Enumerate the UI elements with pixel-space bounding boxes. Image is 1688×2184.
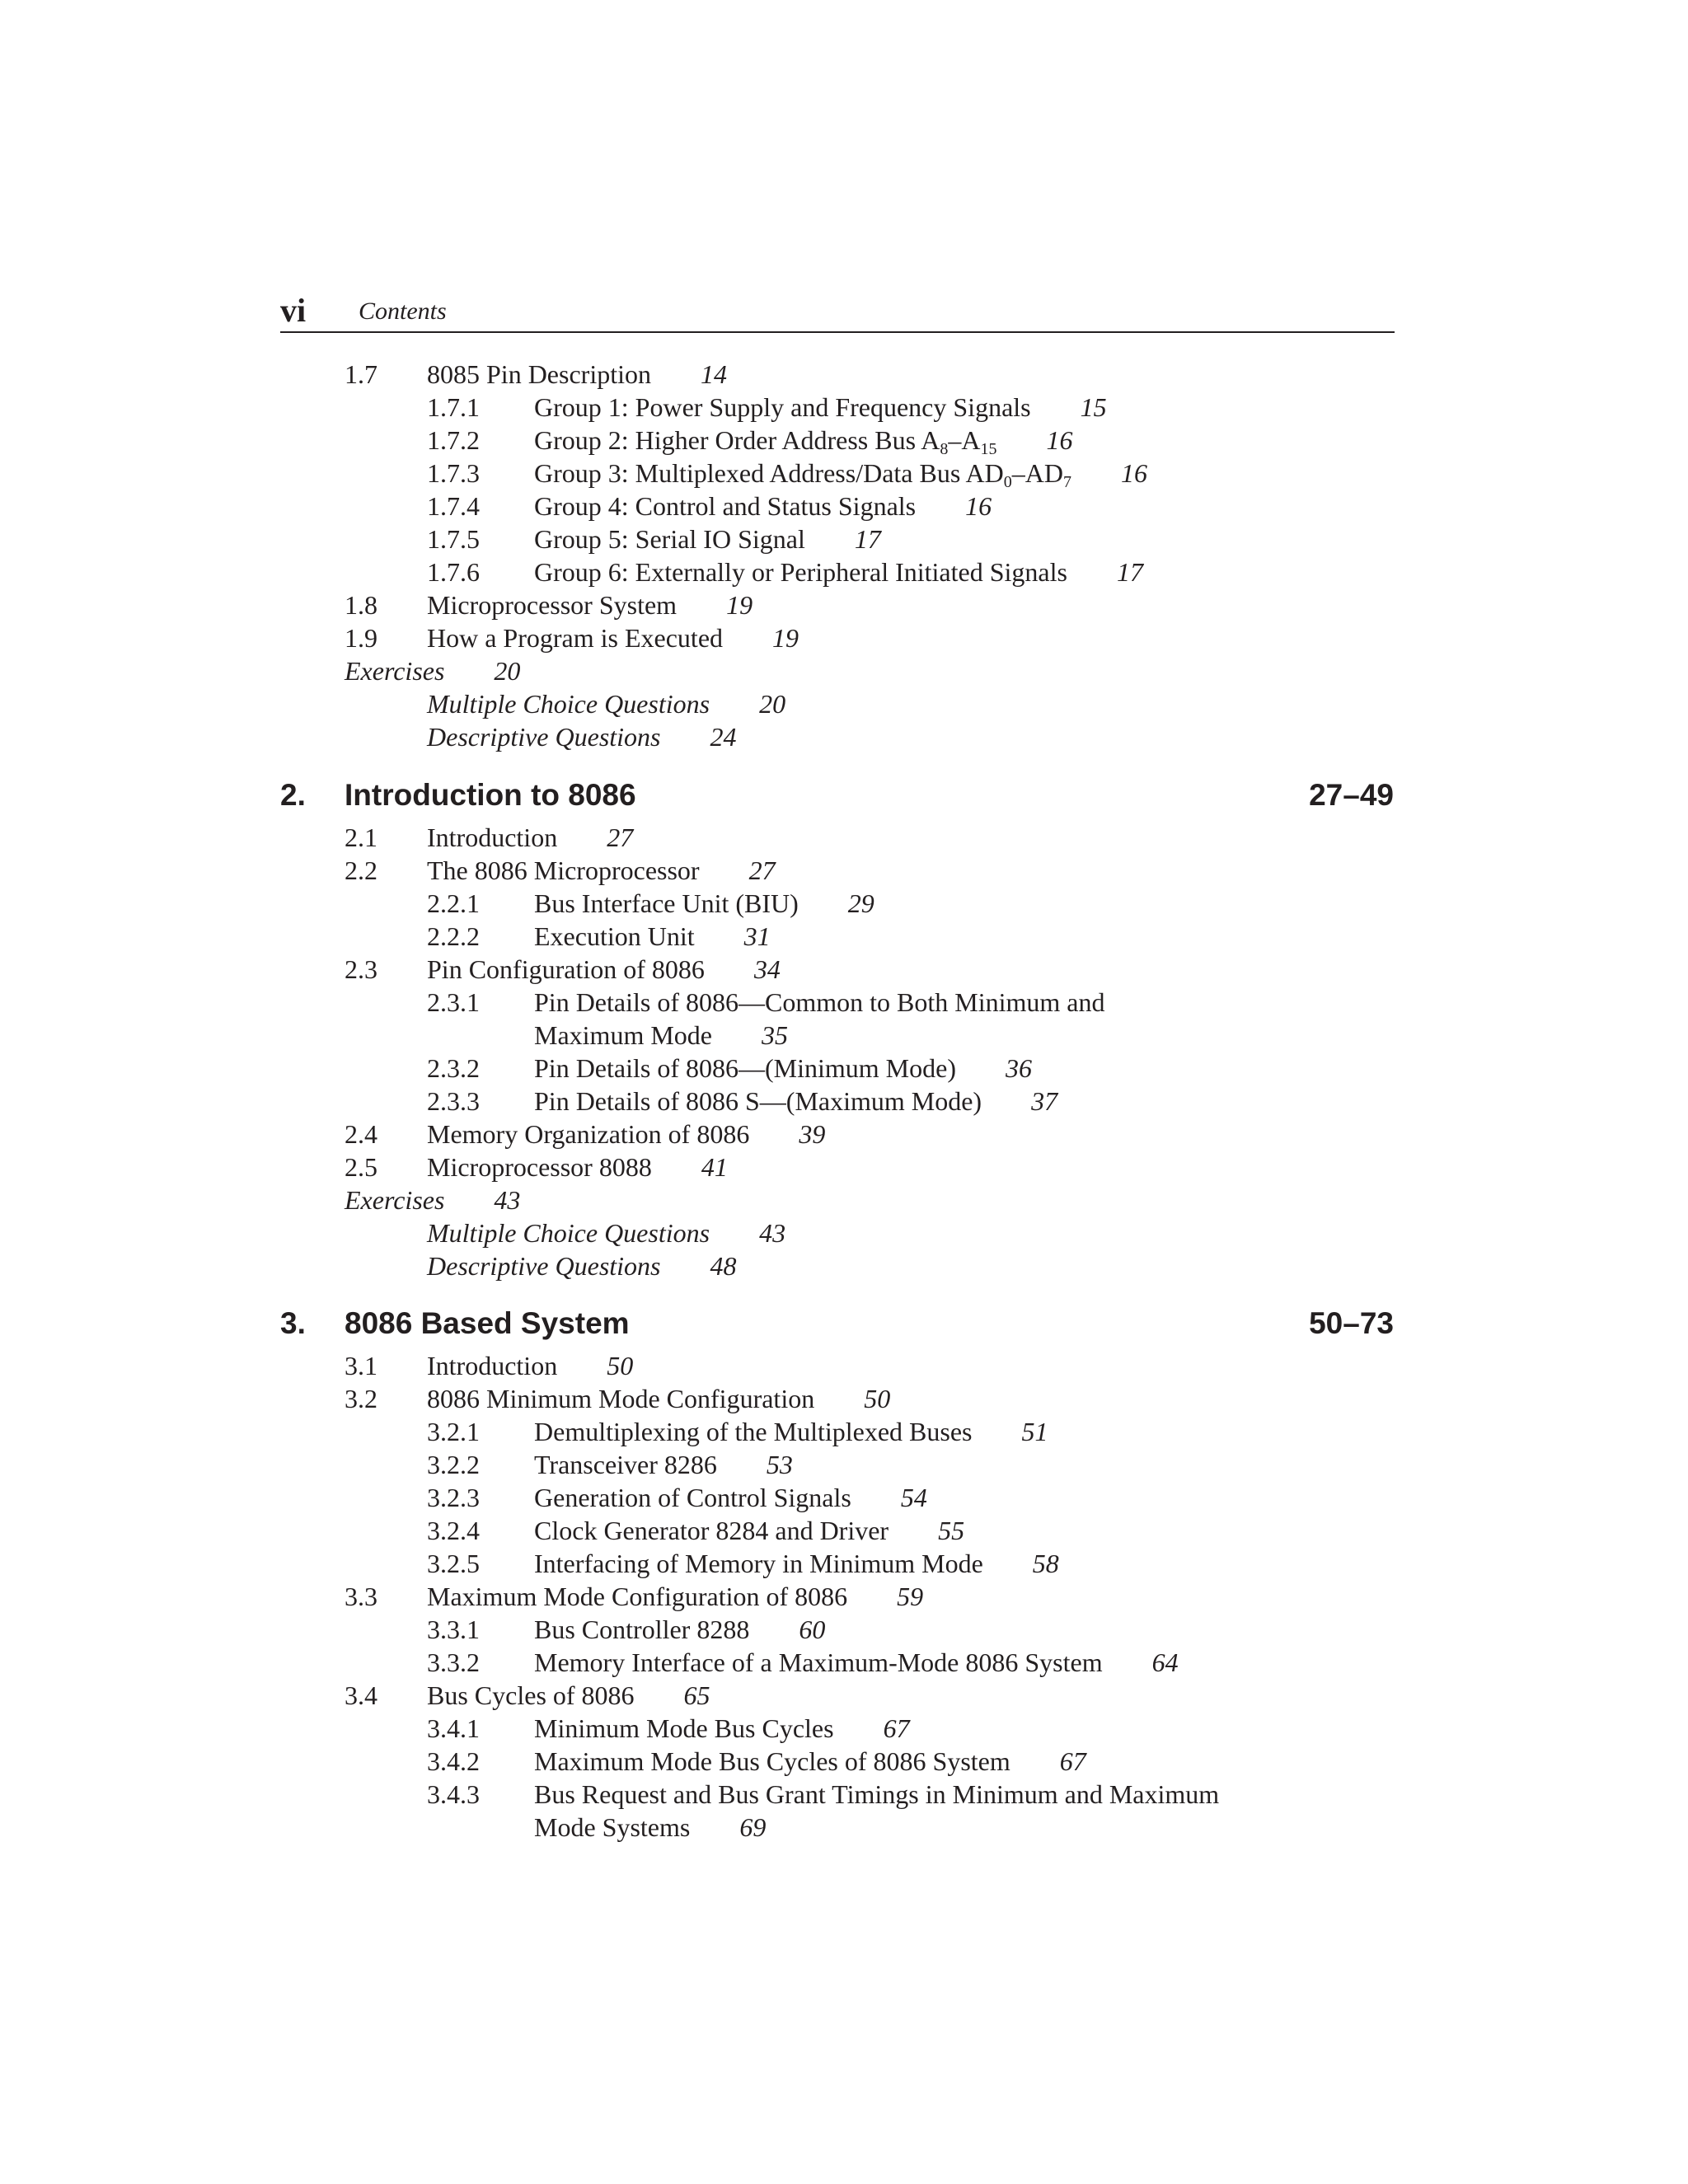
toc-entry-exercises-1 [0,654,1688,687]
section-number: 3.2.4 [427,1516,480,1545]
section-title: Multiple Choice Questions [427,689,710,719]
page-number: 60 [799,1615,826,1644]
section-title: Descriptive Questions [427,1251,661,1281]
toc-entry-1-7-5 [0,523,1688,555]
section-title: Group 4: Control and Status Signals [534,491,917,521]
section-title: Group 2: Higher Order Address Bus A [534,425,940,455]
toc-entry-1-8 [0,588,1688,621]
section-title: Generation of Control Signals [534,1483,851,1512]
section-title: Pin Details of 8086—Common to Both Minimum and [534,987,1105,1017]
toc-entry-1-7-1 [0,391,1688,424]
section-number: 3.4.2 [427,1746,480,1776]
section-number: 3.1 [345,1351,377,1380]
page-number: 58 [1032,1549,1059,1578]
section-number: 2.3.1 [427,987,480,1017]
section-number: 2.2.1 [427,888,480,918]
section-title: How a Program is Executed [427,623,724,653]
page-number: 43 [494,1185,521,1215]
section-number: 2.2 [345,855,377,885]
toc-entry-2-3-3 [0,1085,1688,1118]
section-number: 3.2.1 [427,1417,480,1446]
toc-entry-3-2-5 [0,1547,1688,1580]
toc-entry-2-1 [0,821,1688,854]
section-title-mid: –AD [1011,458,1063,488]
toc-entry-3-3 [0,1580,1688,1613]
subscript: 0 [1003,473,1012,491]
chapter-page-range: 27–49 [1309,778,1394,812]
toc-entry-2-3-1 [0,986,1688,1019]
page-number: 41 [701,1152,728,1182]
section-title: Bus Cycles of 8086 [427,1680,635,1710]
toc-entry-3-2-1 [0,1415,1688,1448]
page-number: 67 [883,1713,910,1743]
section-title: Maximum Mode Bus Cycles of 8086 System [534,1746,1010,1776]
page-number: 43 [759,1218,786,1248]
page-number: 67 [1059,1746,1086,1776]
page-number: 39 [799,1119,826,1149]
toc-entry-2-2-2 [0,920,1688,953]
section-title: Demultiplexing of the Multiplexed Buses [534,1417,973,1446]
section-title: Introduction [427,823,558,852]
toc-entry-3-4-3 [0,1778,1688,1811]
section-number: 3.2.3 [427,1483,480,1512]
section-number: 2.4 [345,1119,377,1149]
page-number: 51 [1021,1417,1048,1446]
page-folio: vi [280,292,307,329]
page-number: 69 [739,1812,767,1842]
toc-entry-2-2 [0,854,1688,887]
toc-entry-3-4-3-continued [0,1811,1688,1844]
section-title: Memory Interface of a Maximum-Mode 8086 System [534,1647,1103,1677]
section-title: Group 1: Power Supply and Frequency Signals [534,392,1031,422]
section-number: 2.5 [345,1152,377,1182]
toc-entry-3-2-2 [0,1448,1688,1481]
page-number: 24 [710,722,737,752]
page-number: 37 [1031,1086,1058,1116]
toc-entry-2-3-2 [0,1052,1688,1085]
toc-entry-1-7 [0,358,1688,391]
page-number: 27 [607,823,634,852]
section-number: 2.2.2 [427,921,480,951]
section-number: 1.7.6 [427,557,480,587]
section-number: 3.2.2 [427,1450,480,1479]
section-title: Group 3: Multiplexed Address/Data Bus AD [534,458,1004,488]
section-number: 1.7.3 [427,458,480,488]
chapter-title: 8086 Based System [345,1306,630,1340]
page-number: 20 [759,689,786,719]
section-title: Microprocessor 8088 [427,1152,652,1182]
toc-entry-3-4 [0,1679,1688,1712]
toc-entry-2-3 [0,953,1688,986]
page-number: 50 [864,1384,891,1413]
section-number: 3.3 [345,1582,377,1611]
section-title: Minimum Mode Bus Cycles [534,1713,834,1743]
section-number: 3.4 [345,1680,377,1710]
section-number: 3.4.1 [427,1713,480,1743]
page-number: 36 [1005,1053,1032,1083]
toc-entry-3-2-3 [0,1481,1688,1514]
page-number: 31 [743,921,771,951]
subscript: 15 [980,440,997,458]
section-title: Bus Interface Unit (BIU) [534,888,799,918]
toc-entry-1-7-6 [0,555,1688,588]
running-title: Contents [359,298,447,325]
section-number: 3.3.1 [427,1615,480,1644]
section-title: The 8086 Microprocessor [427,855,700,885]
section-title: Descriptive Questions [427,722,661,752]
section-title: 8085 Pin Description [427,359,651,389]
chapter-heading-3 [0,1303,1688,1344]
toc-entry-3-3-1 [0,1613,1688,1646]
section-title: Introduction [427,1351,558,1380]
page-number: 65 [683,1680,710,1710]
toc-entry-2-5 [0,1151,1688,1183]
section-number: 3.4.3 [427,1779,480,1809]
page-number: 16 [1046,425,1073,455]
section-title: Pin Details of 8086—(Minimum Mode) [534,1053,956,1083]
section-title-continued: Mode Systems [534,1812,691,1842]
page-number: 29 [847,888,874,918]
section-number: 3.3.2 [427,1647,480,1677]
toc-entry-3-2 [0,1382,1688,1415]
section-title: Group 5: Serial IO Signal [534,524,805,554]
toc-entry-1-9 [0,621,1688,654]
chapter-number: 3. [280,1306,306,1340]
section-title: Execution Unit [534,921,695,951]
page-number: 54 [900,1483,927,1512]
page-number: 16 [965,491,992,521]
section-title-continued: Maximum Mode [534,1020,712,1050]
section-title: Group 6: Externally or Peripheral Initiated Signals [534,557,1067,587]
page-number: 15 [1080,392,1107,422]
page-number: 27 [748,855,776,885]
section-title-mid: –A [948,425,981,455]
page-number: 50 [607,1351,634,1380]
section-title: Microprocessor System [427,590,678,620]
section-title: Maximum Mode Configuration of 8086 [427,1582,848,1611]
page-number: 20 [494,656,521,686]
page-number: 48 [710,1251,737,1281]
chapter-number: 2. [280,778,306,812]
page-number: 19 [726,590,753,620]
section-title: Memory Organization of 8086 [427,1119,750,1149]
toc-entry-1-7-2 [0,424,1688,457]
subscript: 7 [1062,473,1071,491]
section-number: 1.7.5 [427,524,480,554]
page-number: 55 [938,1516,965,1545]
toc-entry-2-4 [0,1118,1688,1151]
page-number: 19 [772,623,799,653]
toc-entry-mcq-2 [0,1216,1688,1249]
section-number: 3.2 [345,1384,377,1413]
toc-entry-1-7-4 [0,490,1688,523]
section-title: 8086 Minimum Mode Configuration [427,1384,815,1413]
section-title: Bus Request and Bus Grant Timings in Minimum and Maximum [534,1779,1220,1809]
toc-entry-3-1 [0,1349,1688,1382]
subscript: 8 [940,440,949,458]
section-number: 2.3 [345,954,377,984]
toc-entry-3-3-2 [0,1646,1688,1679]
toc-entry-3-4-1 [0,1712,1688,1745]
toc-entry-2-3-1-continued [0,1019,1688,1052]
section-number: 1.9 [345,623,377,653]
page-number: 35 [761,1020,788,1050]
section-title: Interfacing of Memory in Minimum Mode [534,1549,983,1578]
chapter-heading-2 [0,775,1688,816]
toc-entry-3-2-4 [0,1514,1688,1547]
section-number: 1.8 [345,590,377,620]
section-number: 1.7.1 [427,392,480,422]
section-title: Transceiver 8286 [534,1450,717,1479]
toc-entry-2-2-1 [0,887,1688,920]
page-number: 53 [766,1450,793,1479]
page-number: 59 [897,1582,924,1611]
page-number: 17 [854,524,881,554]
section-number: 1.7.4 [427,491,480,521]
chapter-page-range: 50–73 [1309,1306,1394,1340]
section-title: Multiple Choice Questions [427,1218,710,1248]
section-number: 2.1 [345,823,377,852]
toc-entry-mcq-1 [0,687,1688,720]
toc-entry-3-4-2 [0,1745,1688,1778]
section-title: Pin Details of 8086 S—(Maximum Mode) [534,1086,982,1116]
section-number: 1.7.2 [427,425,480,455]
section-number: 3.2.5 [427,1549,480,1578]
page-number: 16 [1120,458,1147,488]
page-number: 64 [1151,1647,1179,1677]
section-title: Pin Configuration of 8086 [427,954,705,984]
chapter-title: Introduction to 8086 [345,778,636,812]
toc-entry-exercises-2 [0,1183,1688,1216]
section-number: 1.7 [345,359,377,389]
section-title: Exercises [345,1185,445,1215]
section-title: Exercises [345,656,445,686]
page-number: 14 [700,359,727,389]
page-number: 17 [1116,557,1143,587]
section-title: Clock Generator 8284 and Driver [534,1516,889,1545]
section-number: 2.3.2 [427,1053,480,1083]
page-number: 34 [753,954,781,984]
toc-entry-descriptive-1 [0,720,1688,753]
toc-entry-descriptive-2 [0,1249,1688,1282]
section-number: 2.3.3 [427,1086,480,1116]
toc-entry-1-7-3 [0,457,1688,490]
section-title: Bus Controller 8288 [534,1615,750,1644]
